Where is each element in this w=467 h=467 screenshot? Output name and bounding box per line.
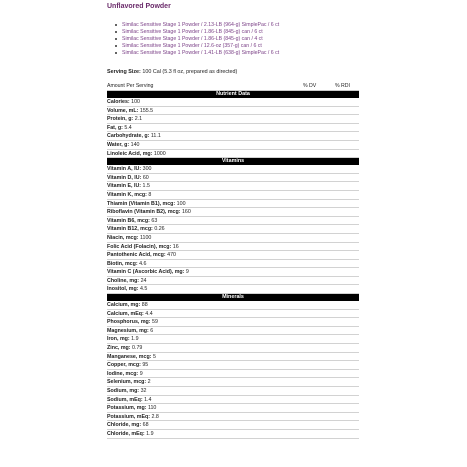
nutrient-value: 4.4 xyxy=(145,310,153,317)
nutrient-name: Linoleic Acid, mg: xyxy=(107,150,153,157)
bullet-icon xyxy=(115,52,117,54)
nutrient-value: 300 xyxy=(142,166,152,173)
nutrient-name: Riboflavin (Vitamin B2), mcg: xyxy=(107,209,181,216)
nutrient-name: Pantothenic Acid, mcg: xyxy=(107,252,166,259)
table-row xyxy=(107,421,359,430)
table-row xyxy=(107,217,359,226)
section-header: Nutrient Data xyxy=(107,91,359,98)
bullet-icon xyxy=(115,38,117,40)
nutrient-value: 5 xyxy=(152,353,156,360)
product-link[interactable]: Similac Sensitive Stage 1 Powder / 1.86-LB (845-g) can / 4 ct xyxy=(122,36,263,42)
nutrient-name: Folic Acid (Folacin), mcg: xyxy=(107,243,172,250)
nutrient-name: Protein, g: xyxy=(107,116,134,123)
nutrient-name: Water, g: xyxy=(107,141,130,148)
product-link[interactable]: Similac Sensitive Stage 1 Powder / 1.41-LB (638-g) SimplePac / 6 ct xyxy=(122,50,280,56)
nutrient-name: Vitamin K, mcg: xyxy=(107,191,147,198)
nutrient-name: Magnesium, mg: xyxy=(107,327,149,334)
table-row xyxy=(107,268,359,277)
table-row xyxy=(107,107,359,116)
nutrient-value: 88 xyxy=(141,302,148,309)
nutrient-value: 140 xyxy=(130,141,140,148)
nutrient-value: 1.4 xyxy=(144,396,152,403)
nutrient-value: 24 xyxy=(140,277,147,284)
nutrient-name: Vitamin A, IU: xyxy=(107,166,142,173)
nutrient-value: 155.5 xyxy=(139,107,154,114)
nutrient-value: 110 xyxy=(147,405,157,412)
nutrient-name: Chloride, mg: xyxy=(107,422,142,429)
table-row xyxy=(107,318,359,327)
nutrient-value: 16 xyxy=(172,243,179,250)
table-row xyxy=(107,285,359,294)
table-row xyxy=(107,277,359,286)
nutrient-name: Calcium, mg: xyxy=(107,302,141,309)
table-row xyxy=(107,174,359,183)
amount-header: Amount Per Serving xyxy=(107,83,154,89)
nutrient-value: 100 xyxy=(176,200,186,207)
table-row xyxy=(107,335,359,344)
table-row xyxy=(107,353,359,362)
section-header: Minerals xyxy=(107,294,359,301)
product-link[interactable]: Similac Sensitive Stage 1 Powder / 12.6-oz (357-g) can / 6 ct xyxy=(122,43,262,49)
list-item[interactable] xyxy=(115,29,359,36)
table-row xyxy=(107,208,359,217)
table-row xyxy=(107,378,359,387)
list-item[interactable] xyxy=(115,36,359,43)
nutrient-name: Selenium, mcg: xyxy=(107,379,147,386)
nutrient-value: 95 xyxy=(142,362,149,369)
nutrient-name: Chloride, mEq: xyxy=(107,430,145,437)
nutrient-value: 100 xyxy=(131,99,140,105)
table-row xyxy=(107,182,359,191)
serving-size-label: Serving Size: xyxy=(107,69,141,75)
table-row xyxy=(107,132,359,141)
dv-header: % DV xyxy=(303,83,317,89)
table-row xyxy=(107,430,359,439)
table-row xyxy=(107,301,359,310)
nutrient-name: Potassium, mg: xyxy=(107,405,147,412)
nutrient-name: Calories: xyxy=(107,99,130,105)
nutrient-name: Thiamin (Vitamin B1), mcg: xyxy=(107,200,176,207)
nutrient-name: Vitamin B6, mcg: xyxy=(107,217,150,224)
nutrient-value: 5.4 xyxy=(124,124,132,131)
serving-size xyxy=(107,69,359,76)
nutrient-value: 63 xyxy=(151,217,158,224)
nutrient-value: 1.9 xyxy=(131,336,139,343)
nutrient-value: 470 xyxy=(167,252,176,259)
table-row xyxy=(107,243,359,252)
nutrient-name: Biotin, mcg: xyxy=(107,260,138,267)
nutrient-name: Vitamin B12, mcg: xyxy=(107,226,153,233)
serving-size-value: 100 Cal (5.3 fl oz, prepared as directed) xyxy=(142,69,238,75)
table-row xyxy=(107,327,359,336)
bullet-icon xyxy=(115,24,117,26)
nutrient-value: 6 xyxy=(150,327,154,334)
nutrient-name: Inositol, mg: xyxy=(107,286,139,293)
nutrition-page xyxy=(107,2,359,439)
nutrient-value: 11.1 xyxy=(150,133,161,140)
table-row xyxy=(107,191,359,200)
nutrient-value: 8 xyxy=(148,191,152,198)
nutrient-name: Calcium, mEq: xyxy=(107,310,144,317)
table-row xyxy=(107,387,359,396)
nutrient-value: 1100 xyxy=(139,234,152,241)
product-link[interactable]: Similac Sensitive Stage 1 Powder / 1.86-LB (845-g) can / 6 ct xyxy=(122,29,263,35)
nutrient-value: 60 xyxy=(142,174,149,181)
nutrient-value: 2.1 xyxy=(134,116,143,123)
nutrient-name: Volume, mL: xyxy=(107,107,139,114)
nutrient-name: Zinc, mg: xyxy=(107,345,131,352)
nutrient-value: 9 xyxy=(185,269,189,276)
nutrient-name: Iodine, mcg: xyxy=(107,370,139,377)
nutrient-value: 0.26 xyxy=(154,226,165,233)
nutrient-value: 32 xyxy=(140,388,147,394)
table-row xyxy=(107,225,359,234)
nutrient-value: 9 xyxy=(139,370,143,377)
table-row xyxy=(107,141,359,150)
list-item[interactable] xyxy=(115,22,359,29)
nutrient-name: Sodium, mg: xyxy=(107,388,140,394)
nutrient-name: Choline, mg: xyxy=(107,277,140,284)
nutrient-value: 0.79 xyxy=(132,345,143,352)
table-row xyxy=(107,200,359,209)
nutrient-value: 4.6 xyxy=(139,260,147,267)
table-row xyxy=(107,344,359,353)
section-header: Vitamins xyxy=(107,158,359,165)
list-item[interactable] xyxy=(115,43,359,50)
table-row xyxy=(107,234,359,243)
table-row xyxy=(107,361,359,370)
table-row xyxy=(107,396,359,405)
nutrient-name: Carbohydrate, g: xyxy=(107,133,150,140)
nutrition-table xyxy=(107,91,359,439)
product-link[interactable]: Similac Sensitive Stage 1 Powder / 2.13-LB (964-g) SimplePac / 6 ct xyxy=(122,22,280,28)
nutrient-value: 59 xyxy=(152,319,158,326)
table-row xyxy=(107,310,359,319)
nutrient-value: 160 xyxy=(181,209,191,216)
nutrient-name: Iron, mg: xyxy=(107,336,130,343)
bullet-icon xyxy=(115,31,117,33)
nutrient-value: 68 xyxy=(142,422,149,429)
nutrient-name: Manganese, mcg: xyxy=(107,353,152,360)
table-row xyxy=(107,404,359,413)
table-row xyxy=(107,115,359,124)
nutrient-value: 1000 xyxy=(153,150,166,157)
product-list xyxy=(115,22,359,57)
page-title: Unflavored Powder xyxy=(107,3,171,10)
nutrient-value: 2 xyxy=(147,379,151,386)
nutrient-name: Vitamin D, IU: xyxy=(107,174,142,181)
nutrient-value: 2.8 xyxy=(151,413,159,420)
nutrient-value: 1.9 xyxy=(146,430,154,437)
nutrient-name: Fat, g: xyxy=(107,124,123,131)
table-row xyxy=(107,150,359,159)
nutrient-name: Potassium, mEq: xyxy=(107,413,150,420)
table-row xyxy=(107,251,359,260)
table-row xyxy=(107,165,359,174)
nutrient-name: Phosphorus, mg: xyxy=(107,319,151,326)
table-row xyxy=(107,370,359,379)
table-row xyxy=(107,98,359,107)
nutrient-value: 1.5 xyxy=(142,183,150,190)
nutrient-name: Vitamin E, IU: xyxy=(107,183,142,190)
nutrient-name: Sodium, mEq: xyxy=(107,396,143,403)
table-row xyxy=(107,413,359,422)
list-item[interactable] xyxy=(115,50,359,57)
table-row xyxy=(107,124,359,133)
table-row xyxy=(107,260,359,269)
nutrient-name: Vitamin C (Ascorbic Acid), mg: xyxy=(107,269,185,276)
bullet-icon xyxy=(115,45,117,47)
nutrient-value: 4.5 xyxy=(139,286,148,293)
nutrient-name: Niacin, mcg: xyxy=(107,234,139,241)
rdi-header: % RDI xyxy=(335,83,350,89)
table-header xyxy=(107,83,359,91)
nutrient-name: Copper, mcg: xyxy=(107,362,141,369)
